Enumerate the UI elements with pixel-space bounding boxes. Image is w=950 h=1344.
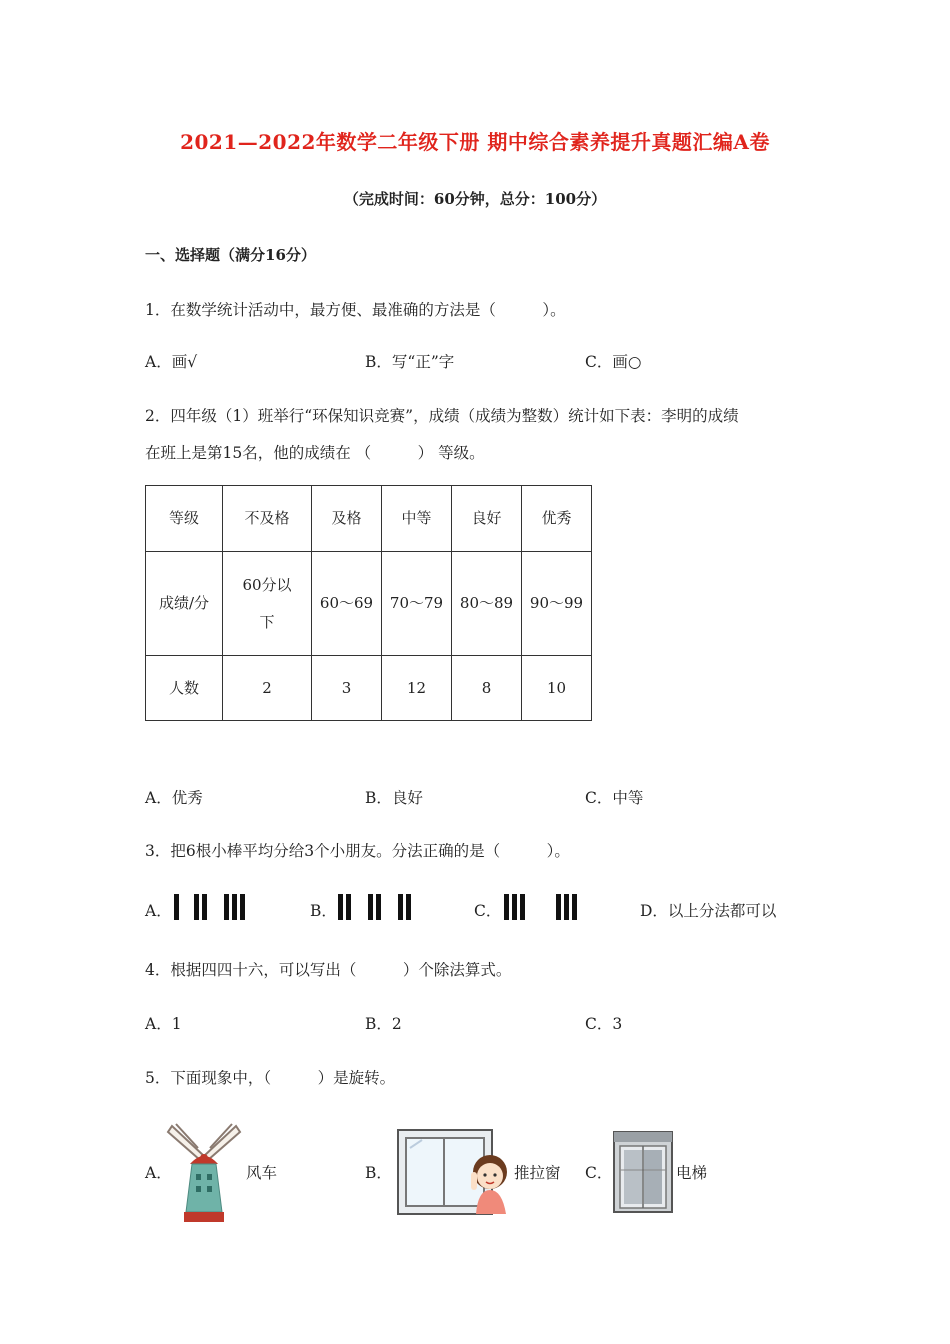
q2-option-a: A．优秀 [145,789,203,807]
q3-option-a: A． [145,902,172,920]
stick-icon [572,894,577,920]
stick-icon [346,894,351,920]
stick-icon [376,894,381,920]
sticks-group-4 [338,894,354,920]
page-title: 2021—2022年数学二年级下册 期中综合素养提升真题汇编A卷 [180,130,770,154]
q2-option-c: C．中等 [585,789,644,807]
table-row [146,486,592,552]
q3-option-d: D．以上分法都可以 [640,902,777,920]
q4-option-c: C．3 [585,1015,623,1033]
table-cell: 中等 [382,486,452,552]
question-2-line1: 2．四年级（1）班举行“环保知识竞赛”，成绩（成绩为整数）统计如下表：李明的成绩 [145,407,739,425]
question-1: 1．在数学统计活动中，最方便、最准确的方法是（ ）。 [145,301,566,319]
sliding-window-label: 推拉窗 [514,1164,561,1182]
table-cell: 90～99 [522,552,592,656]
stick-icon [240,894,245,920]
elevator-label: 电梯 [676,1164,708,1182]
table-cell: 70～79 [382,552,452,656]
table-cell: 3 [312,656,382,721]
question-3: 3．把6根小棒平均分给3个小朋友。分法正确的是（ ）。 [145,842,570,860]
table-cell [223,552,312,656]
stick-icon [520,894,525,920]
table-cell: 人数 [146,656,223,721]
table-cell: 良好 [452,486,522,552]
table-cell: 10 [522,656,592,721]
stick-icon [564,894,569,920]
q3-option-b: B． [310,902,337,920]
stick-icon [174,894,179,920]
q4-option-a: A．1 [145,1015,182,1033]
table-cell: 不及格 [223,486,312,552]
table-cell: 12 [382,656,452,721]
section-heading: 一、选择题（满分16分） [145,246,316,264]
stick-icon [202,894,207,920]
q5-option-b: B． [365,1164,392,1182]
table-cell: 80～89 [452,552,522,656]
table-cell: 成绩/分 [146,552,223,656]
stick-icon [224,894,229,920]
cell-line: 下 [259,612,275,631]
sticks-group-6 [398,894,414,920]
sticks-group-1 [174,894,182,920]
q1-option-c: C．画○ [585,353,642,371]
table-cell: 2 [223,656,312,721]
q1-option-a: A．画√ [145,353,198,371]
windmill-label: 风车 [246,1164,278,1182]
stick-icon [398,894,403,920]
sticks-group-7 [504,894,528,920]
grade-table [145,485,592,721]
table-cell: 及格 [312,486,382,552]
q1-option-b: B．写“正”字 [365,353,455,371]
table-cell: 优秀 [522,486,592,552]
windmill-icon [162,1118,246,1224]
q5-option-c: C． [585,1164,613,1182]
stick-icon [338,894,343,920]
q2-option-b: B．良好 [365,789,423,807]
table-cell: 等级 [146,486,223,552]
stick-icon [556,894,561,920]
q4-option-b: B．2 [365,1015,402,1033]
stick-icon [512,894,517,920]
sliding-window-icon [396,1128,514,1216]
page-subtitle: （完成时间：60分钟，总分：100分） [343,190,607,208]
question-2-line2: 在班上是第15名，他的成绩在 （ ） 等级。 [145,444,485,462]
sticks-group-2 [194,894,210,920]
question-4: 4．根据四四十六，可以写出（ ）个除法算式。 [145,961,512,979]
sticks-group-8 [556,894,580,920]
question-5: 5．下面现象中，（ ）是旋转。 [145,1069,396,1087]
table-row [146,656,592,721]
table-cell: 60～69 [312,552,382,656]
cell-line: 60分以 [242,575,292,594]
stick-icon [368,894,373,920]
q3-option-c: C． [474,902,502,920]
stick-icon [406,894,411,920]
stick-icon [504,894,509,920]
q5-option-a: A． [145,1164,172,1182]
stick-icon [194,894,199,920]
stick-icon [232,894,237,920]
sticks-group-3 [224,894,248,920]
table-row [146,552,592,656]
elevator-icon [612,1130,674,1214]
sticks-group-5 [368,894,384,920]
table-cell: 8 [452,656,522,721]
